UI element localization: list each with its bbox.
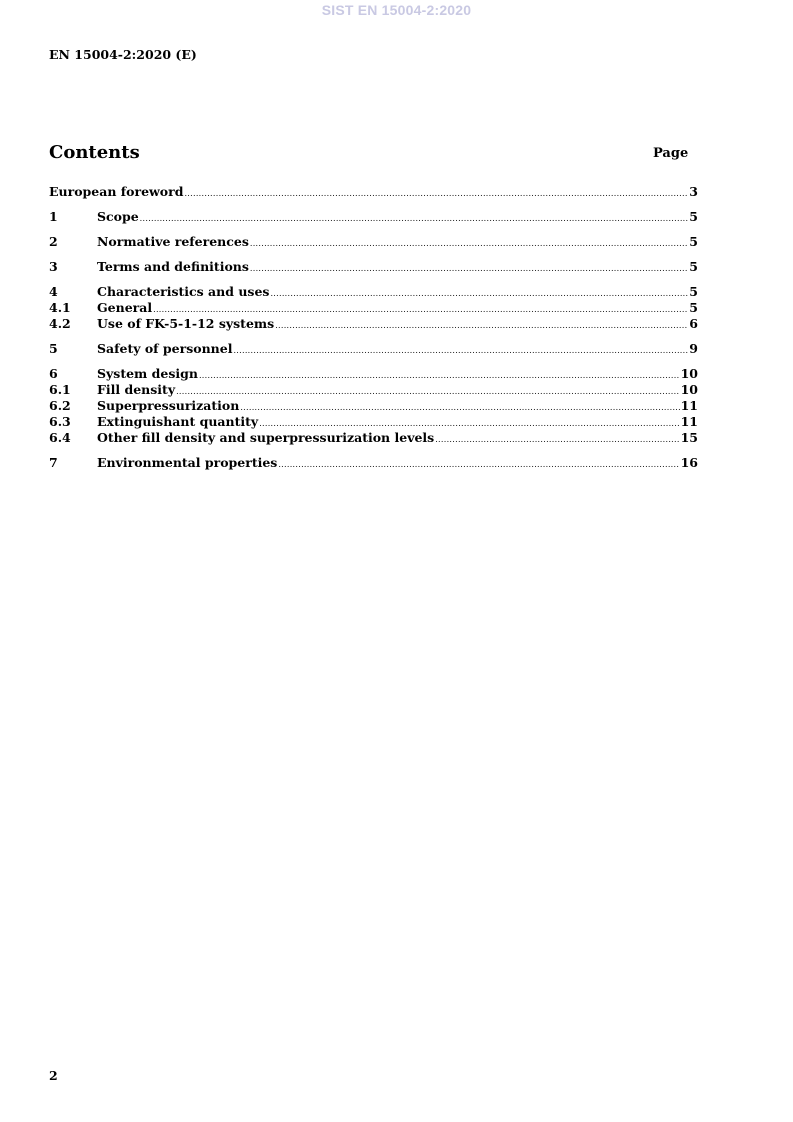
toc-entry-foreword[interactable] — [49, 184, 698, 200]
toc-entry-title: Terms and definitions — [97, 259, 249, 274]
toc-entry-number: 7 — [49, 455, 58, 470]
dot-leader — [435, 432, 679, 448]
table-of-contents — [49, 184, 698, 471]
dot-leader — [184, 186, 688, 202]
toc-entry-4[interactable] — [49, 284, 698, 300]
toc-entry-page: 11 — [680, 398, 698, 413]
toc-entry-number: 4.1 — [49, 300, 71, 315]
toc-entry-number: 6.3 — [49, 414, 71, 429]
toc-entry-4-2[interactable] — [49, 316, 698, 332]
toc-entry-6[interactable] — [49, 366, 698, 382]
document-identifier: EN 15004-2:2020 (E) — [49, 47, 197, 62]
toc-entry-7[interactable] — [49, 455, 698, 471]
toc-entry-number: 2 — [49, 234, 58, 249]
dot-leader — [140, 211, 689, 227]
dot-leader — [176, 384, 680, 400]
toc-entry-page: 10 — [680, 382, 698, 397]
toc-entry-title: Superpressurization — [97, 398, 240, 413]
toc-entry-page: 16 — [680, 455, 698, 470]
toc-entry-6-3[interactable] — [49, 414, 698, 430]
toc-entry-page: 6 — [689, 316, 698, 331]
page-number: 2 — [49, 1068, 58, 1083]
toc-entry-page: 9 — [689, 341, 698, 356]
toc-entry-title: Characteristics and uses — [97, 284, 270, 299]
toc-entry-title: Other fill density and superpressurization levels — [97, 430, 435, 445]
toc-entry-title: Extinguishant quantity — [97, 414, 259, 429]
toc-entry-title: General — [97, 300, 153, 315]
dot-leader — [199, 368, 680, 384]
toc-entry-page: 5 — [689, 209, 698, 224]
toc-entry-title: Normative references — [97, 234, 249, 249]
dot-leader — [270, 286, 688, 302]
dot-leader — [250, 236, 688, 252]
dot-leader — [278, 457, 679, 473]
toc-entry-page: 5 — [689, 234, 698, 249]
toc-entry-number: 5 — [49, 341, 58, 356]
toc-entry-title: System design — [97, 366, 198, 381]
toc-entry-title: Safety of personnel — [97, 341, 233, 356]
dot-leader — [233, 343, 688, 359]
dot-leader — [240, 400, 679, 416]
toc-entry-number: 3 — [49, 259, 58, 274]
toc-entry-4-1[interactable] — [49, 300, 698, 316]
page-column-label: Page — [653, 146, 689, 161]
watermark-text: SIST EN 15004-2:2020 — [321, 2, 472, 18]
toc-entry-number: 6.1 — [49, 382, 71, 397]
toc-entry-page: 5 — [689, 300, 698, 315]
toc-entry-page: 10 — [680, 366, 698, 381]
toc-entry-title: European foreword — [49, 184, 184, 199]
toc-entry-number: 6.4 — [49, 430, 71, 445]
toc-entry-number: 6.2 — [49, 398, 71, 413]
toc-entry-6-2[interactable] — [49, 398, 698, 414]
dot-leader — [250, 261, 688, 277]
toc-entry-page: 5 — [689, 259, 698, 274]
toc-entry-5[interactable] — [49, 341, 698, 357]
toc-entry-number: 4.2 — [49, 316, 71, 331]
toc-entry-number: 4 — [49, 284, 58, 299]
contents-heading: Contents — [49, 142, 140, 163]
toc-entry-6-1[interactable] — [49, 382, 698, 398]
toc-entry-6-4[interactable] — [49, 430, 698, 446]
toc-entry-number: 1 — [49, 209, 58, 224]
toc-entry-number: 6 — [49, 366, 58, 381]
toc-entry-title: Use of FK-5-1-12 systems — [97, 316, 275, 331]
toc-entry-title: Environmental properties — [97, 455, 278, 470]
toc-entry-2[interactable] — [49, 234, 698, 250]
toc-entry-title: Scope — [97, 209, 139, 224]
toc-entry-page: 5 — [689, 284, 698, 299]
toc-entry-page: 11 — [680, 414, 698, 429]
toc-entry-page: 3 — [689, 184, 698, 199]
dot-leader — [275, 318, 688, 334]
toc-entry-3[interactable] — [49, 259, 698, 275]
toc-entry-title: Fill density — [97, 382, 176, 397]
toc-entry-page: 15 — [680, 430, 698, 445]
toc-entry-1[interactable] — [49, 209, 698, 225]
